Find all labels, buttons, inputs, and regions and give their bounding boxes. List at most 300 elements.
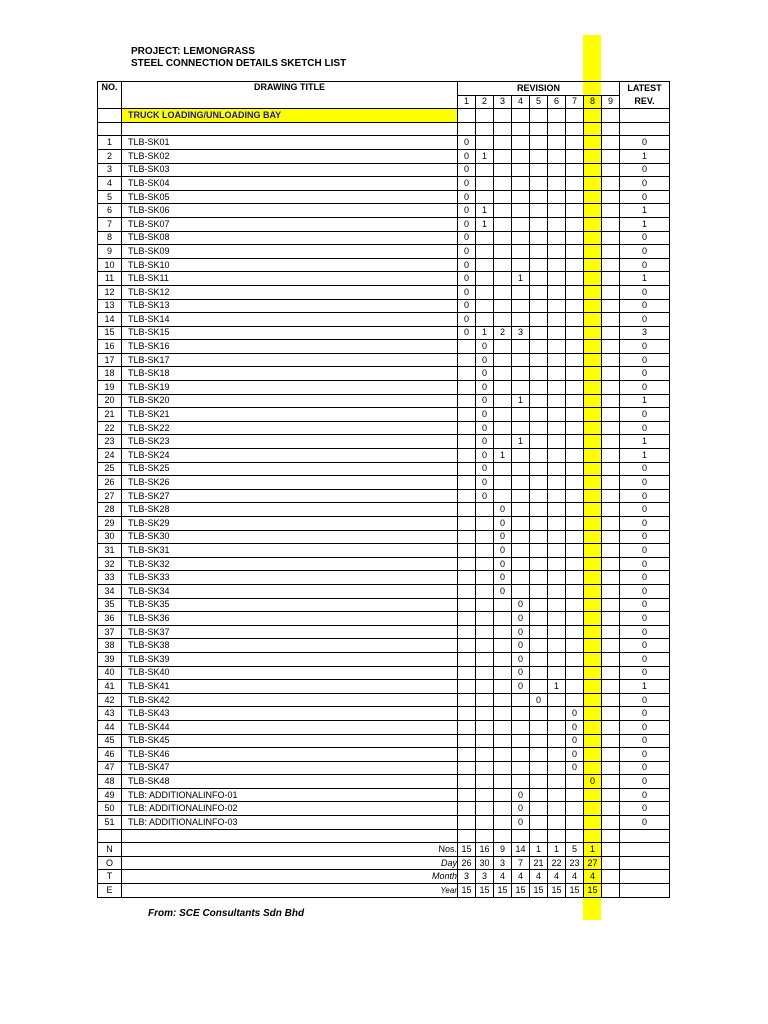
latest-revision: 0 — [620, 476, 670, 490]
revision-cell-4 — [512, 204, 530, 218]
revision-cell-1 — [458, 503, 476, 517]
revision-cell-8 — [584, 571, 602, 585]
revision-cell-4: 0 — [512, 816, 530, 830]
revision-cell-5 — [530, 340, 548, 354]
revision-cell-6 — [548, 272, 566, 286]
revision-cell-4 — [512, 177, 530, 191]
row-number: 4 — [98, 177, 122, 191]
revision-cell-9 — [602, 421, 620, 435]
revision-cell-2 — [476, 625, 494, 639]
drawing-title: TLB-SK05 — [122, 190, 458, 204]
row-number: 9 — [98, 245, 122, 259]
revision-cell-7 — [566, 245, 584, 259]
latest-revision: 0 — [620, 761, 670, 775]
revision-cell-8 — [584, 109, 602, 123]
drawing-title: TLB-SK33 — [122, 571, 458, 585]
revision-cell-4 — [512, 775, 530, 789]
revision-cell-3 — [494, 109, 512, 123]
revision-cell-7 — [566, 435, 584, 449]
revision-cell-7 — [566, 802, 584, 816]
table-row — [98, 489, 670, 503]
revision-cell-7 — [566, 313, 584, 327]
note-letter: O — [98, 856, 122, 870]
revision-cell-2 — [476, 544, 494, 558]
revision-cell-2: 16 — [476, 843, 494, 857]
revision-cell-7 — [566, 122, 584, 136]
table-row — [98, 788, 670, 802]
revision-cell-8 — [584, 517, 602, 531]
table-row — [98, 421, 670, 435]
drawing-title: TLB-SK24 — [122, 449, 458, 463]
revision-cell-1 — [458, 109, 476, 123]
latest-revision: 0 — [620, 707, 670, 721]
revision-cell-9 — [602, 462, 620, 476]
revision-cell-6 — [548, 285, 566, 299]
revision-cell-4 — [512, 367, 530, 381]
row-number: 31 — [98, 544, 122, 558]
revision-cell-6 — [548, 109, 566, 123]
revision-cell-6 — [548, 231, 566, 245]
revision-cell-2 — [476, 816, 494, 830]
revision-cell-8 — [584, 340, 602, 354]
revision-cell-7: 23 — [566, 856, 584, 870]
revision-cell-4 — [512, 544, 530, 558]
note-label: Day — [122, 856, 458, 870]
revision-cell-2 — [476, 802, 494, 816]
revision-cell-1 — [458, 421, 476, 435]
revision-cell-3 — [494, 639, 512, 653]
blank-no-cell — [98, 829, 122, 843]
revision-cell-6 — [548, 720, 566, 734]
row-number: 21 — [98, 408, 122, 422]
revision-cell-8 — [584, 476, 602, 490]
revision-cell-3: 0 — [494, 584, 512, 598]
revision-cell-2: 1 — [476, 204, 494, 218]
revision-cell-8 — [584, 680, 602, 694]
revision-cell-7 — [566, 666, 584, 680]
row-number: 1 — [98, 136, 122, 150]
revision-cell-1 — [458, 476, 476, 490]
revision-cell-1 — [458, 612, 476, 626]
revision-cell-7 — [566, 625, 584, 639]
revision-cell-9 — [602, 503, 620, 517]
revision-cell-7: 0 — [566, 761, 584, 775]
revision-cell-8 — [584, 584, 602, 598]
revision-cell-1 — [458, 557, 476, 571]
drawing-title: TLB-SK40 — [122, 666, 458, 680]
revision-cell-6 — [548, 313, 566, 327]
revision-cell-8 — [584, 313, 602, 327]
row-number: 6 — [98, 204, 122, 218]
revision-cell-3 — [494, 693, 512, 707]
revision-cell-7 — [566, 109, 584, 123]
revision-cell-8 — [584, 326, 602, 340]
drawing-title: TLB-SK36 — [122, 612, 458, 626]
revision-cell-2 — [476, 299, 494, 313]
drawing-title: TLB-SK02 — [122, 149, 458, 163]
row-number: 3 — [98, 163, 122, 177]
revision-cell-3 — [494, 272, 512, 286]
revision-cell-1 — [458, 353, 476, 367]
revision-cell-8 — [584, 788, 602, 802]
revision-cell-1 — [458, 761, 476, 775]
table-row — [98, 612, 670, 626]
revision-cell-9 — [602, 557, 620, 571]
table-row — [98, 476, 670, 490]
latest-revision: 0 — [620, 258, 670, 272]
latest-revision: 0 — [620, 802, 670, 816]
revision-cell-3 — [494, 761, 512, 775]
revision-cell-3 — [494, 748, 512, 762]
revision-cell-8 — [584, 272, 602, 286]
revision-cell-2 — [476, 245, 494, 259]
revision-cell-6 — [548, 489, 566, 503]
row-number: 44 — [98, 720, 122, 734]
revision-cell-5 — [530, 802, 548, 816]
revision-cell-2 — [476, 177, 494, 191]
revision-cell-6 — [548, 367, 566, 381]
drawing-title: TLB: ADDITIONALINFO-03 — [122, 816, 458, 830]
revision-cell-5 — [530, 720, 548, 734]
revision-cell-7 — [566, 639, 584, 653]
row-number: 38 — [98, 639, 122, 653]
revision-cell-6 — [548, 530, 566, 544]
revision-cell-3: 3 — [494, 856, 512, 870]
revision-cell-7 — [566, 217, 584, 231]
note-latest-cell — [620, 884, 670, 898]
revision-cell-8 — [584, 748, 602, 762]
table-row — [98, 231, 670, 245]
table-row — [98, 680, 670, 694]
revision-cell-7 — [566, 612, 584, 626]
row-number: 15 — [98, 326, 122, 340]
revision-cell-5 — [530, 258, 548, 272]
revision-cell-7 — [566, 367, 584, 381]
row-number: 41 — [98, 680, 122, 694]
revision-cell-4: 0 — [512, 788, 530, 802]
drawing-title: TLB-SK32 — [122, 557, 458, 571]
latest-revision: 1 — [620, 217, 670, 231]
table-row — [98, 177, 670, 191]
revision-cell-8 — [584, 666, 602, 680]
table-row — [98, 761, 670, 775]
latest-revision: 0 — [620, 666, 670, 680]
note-row — [98, 884, 670, 898]
drawing-title: TLB-SK39 — [122, 652, 458, 666]
revision-cell-9 — [602, 272, 620, 286]
revision-cell-2: 0 — [476, 408, 494, 422]
revision-cell-1: 0 — [458, 217, 476, 231]
latest-revision: 0 — [620, 652, 670, 666]
revision-cell-3 — [494, 285, 512, 299]
revision-cell-3 — [494, 217, 512, 231]
revision-cell-2: 0 — [476, 421, 494, 435]
revision-cell-4 — [512, 421, 530, 435]
revision-cell-6 — [548, 693, 566, 707]
revision-number-2: 2 — [476, 95, 494, 109]
drawing-title: TLB-SK09 — [122, 245, 458, 259]
revision-cell-9 — [602, 612, 620, 626]
revision-cell-5 — [530, 557, 548, 571]
section-no-cell — [98, 109, 122, 123]
table-row — [98, 584, 670, 598]
latest-revision: 0 — [620, 788, 670, 802]
table-row — [98, 299, 670, 313]
row-number: 48 — [98, 775, 122, 789]
revision-cell-9 — [602, 353, 620, 367]
revision-cell-4 — [512, 122, 530, 136]
revision-cell-7: 0 — [566, 707, 584, 721]
revision-cell-5: 21 — [530, 856, 548, 870]
revision-cell-8: 0 — [584, 775, 602, 789]
latest-revision: 0 — [620, 381, 670, 395]
row-number: 25 — [98, 462, 122, 476]
revision-cell-2 — [476, 109, 494, 123]
drawing-title: TLB-SK08 — [122, 231, 458, 245]
revision-cell-6 — [548, 584, 566, 598]
blank-latest-cell — [620, 122, 670, 136]
revision-cell-4 — [512, 476, 530, 490]
revision-cell-6 — [548, 122, 566, 136]
revision-cell-5 — [530, 231, 548, 245]
revision-cell-4 — [512, 258, 530, 272]
revision-cell-4: 0 — [512, 666, 530, 680]
drawing-title: TLB-SK01 — [122, 136, 458, 150]
table-row — [98, 435, 670, 449]
revision-cell-8 — [584, 761, 602, 775]
revision-cell-4: 0 — [512, 802, 530, 816]
revision-cell-4 — [512, 340, 530, 354]
revision-cell-3 — [494, 734, 512, 748]
latest-revision: 0 — [620, 530, 670, 544]
revision-cell-5 — [530, 503, 548, 517]
latest-revision: 0 — [620, 163, 670, 177]
revision-cell-3 — [494, 421, 512, 435]
revision-cell-2 — [476, 530, 494, 544]
revision-cell-8 — [584, 190, 602, 204]
table-row — [98, 367, 670, 381]
note-label: Year — [122, 884, 458, 898]
revision-cell-2 — [476, 557, 494, 571]
header-row-1 — [98, 82, 670, 96]
revision-cell-5 — [530, 625, 548, 639]
revision-cell-1 — [458, 693, 476, 707]
revision-cell-7 — [566, 421, 584, 435]
revision-cell-6 — [548, 258, 566, 272]
revision-cell-8 — [584, 489, 602, 503]
revision-cell-9 — [602, 870, 620, 884]
revision-cell-6 — [548, 598, 566, 612]
drawing-title: TLB-SK30 — [122, 530, 458, 544]
latest-revision: 0 — [620, 299, 670, 313]
revision-cell-6 — [548, 149, 566, 163]
revision-cell-5 — [530, 707, 548, 721]
revision-cell-4 — [512, 408, 530, 422]
revision-cell-7 — [566, 258, 584, 272]
revision-cell-9 — [602, 394, 620, 408]
blank-title-cell — [122, 122, 458, 136]
note-latest-cell — [620, 870, 670, 884]
revision-cell-8: 15 — [584, 884, 602, 898]
revision-cell-3 — [494, 625, 512, 639]
row-number: 27 — [98, 489, 122, 503]
revision-cell-4 — [512, 557, 530, 571]
revision-cell-5 — [530, 612, 548, 626]
project-title: PROJECT: LEMONGRASS — [131, 46, 255, 57]
revision-cell-8 — [584, 625, 602, 639]
row-number: 16 — [98, 340, 122, 354]
revision-cell-9 — [602, 177, 620, 191]
revision-cell-5 — [530, 353, 548, 367]
revision-cell-1 — [458, 435, 476, 449]
latest-revision: 0 — [620, 245, 670, 259]
revision-cell-5 — [530, 462, 548, 476]
revision-cell-6 — [548, 829, 566, 843]
table-row — [98, 340, 670, 354]
row-number: 17 — [98, 353, 122, 367]
revision-cell-3 — [494, 122, 512, 136]
revision-cell-2: 0 — [476, 435, 494, 449]
revision-cell-6 — [548, 544, 566, 558]
latest-revision: 0 — [620, 489, 670, 503]
latest-revision: 0 — [620, 734, 670, 748]
revision-cell-5 — [530, 788, 548, 802]
table-row — [98, 816, 670, 830]
revision-cell-7 — [566, 149, 584, 163]
row-number: 40 — [98, 666, 122, 680]
revision-cell-1 — [458, 652, 476, 666]
revision-cell-9 — [602, 748, 620, 762]
latest-header: LATEST — [620, 82, 670, 96]
revision-cell-3 — [494, 258, 512, 272]
revision-cell-3 — [494, 788, 512, 802]
drawing-title: TLB-SK16 — [122, 340, 458, 354]
revision-cell-6 — [548, 557, 566, 571]
table-row — [98, 625, 670, 639]
revision-cell-5 — [530, 299, 548, 313]
spacer-row-bottom — [98, 829, 670, 843]
revision-cell-4 — [512, 299, 530, 313]
revision-cell-2 — [476, 707, 494, 721]
drawing-title: TLB-SK15 — [122, 326, 458, 340]
revision-cell-1: 0 — [458, 231, 476, 245]
revision-cell-6: 15 — [548, 884, 566, 898]
revision-cell-8 — [584, 394, 602, 408]
revision-cell-1 — [458, 571, 476, 585]
revision-cell-5 — [530, 177, 548, 191]
latest-revision: 1 — [620, 449, 670, 463]
revision-cell-9 — [602, 666, 620, 680]
spacer-row-top — [98, 122, 670, 136]
revision-cell-8 — [584, 381, 602, 395]
revision-cell-1 — [458, 408, 476, 422]
revision-cell-7: 4 — [566, 870, 584, 884]
revision-cell-4 — [512, 313, 530, 327]
revision-cell-3: 0 — [494, 571, 512, 585]
revision-cell-4 — [512, 353, 530, 367]
table-row — [98, 666, 670, 680]
drawing-title: TLB-SK03 — [122, 163, 458, 177]
revision-cell-7 — [566, 340, 584, 354]
revision-cell-2 — [476, 285, 494, 299]
revision-cell-2 — [476, 666, 494, 680]
revision-cell-1 — [458, 462, 476, 476]
revision-cell-1 — [458, 544, 476, 558]
revision-cell-1 — [458, 775, 476, 789]
row-number: 43 — [98, 707, 122, 721]
revision-cell-5 — [530, 435, 548, 449]
latest-revision: 0 — [620, 571, 670, 585]
table-row — [98, 326, 670, 340]
row-number: 42 — [98, 693, 122, 707]
revision-cell-4 — [512, 285, 530, 299]
latest-revision: 0 — [620, 408, 670, 422]
revision-cell-7: 0 — [566, 720, 584, 734]
latest-revision: 0 — [620, 544, 670, 558]
latest-revision: 0 — [620, 584, 670, 598]
revision-cell-3 — [494, 381, 512, 395]
revision-cell-3 — [494, 394, 512, 408]
revision-cell-4 — [512, 231, 530, 245]
revision-number-3: 3 — [494, 95, 512, 109]
latest-revision: 0 — [620, 136, 670, 150]
revision-cell-8 — [584, 435, 602, 449]
revision-cell-7 — [566, 693, 584, 707]
revision-cell-2: 1 — [476, 217, 494, 231]
revision-cell-3: 15 — [494, 884, 512, 898]
revision-cell-5 — [530, 571, 548, 585]
revision-cell-3: 4 — [494, 870, 512, 884]
revision-cell-8 — [584, 421, 602, 435]
table-row — [98, 720, 670, 734]
revision-cell-4: 0 — [512, 612, 530, 626]
revision-cell-4 — [512, 109, 530, 123]
row-number: 35 — [98, 598, 122, 612]
revision-cell-3: 1 — [494, 449, 512, 463]
drawing-title: TLB-SK48 — [122, 775, 458, 789]
revision-cell-1 — [458, 625, 476, 639]
row-number: 7 — [98, 217, 122, 231]
revision-cell-4 — [512, 217, 530, 231]
revision-number-8: 8 — [584, 95, 602, 109]
revision-cell-2: 0 — [476, 381, 494, 395]
revision-cell-9 — [602, 285, 620, 299]
revision-cell-5: 0 — [530, 693, 548, 707]
latest-revision: 0 — [620, 748, 670, 762]
revision-cell-2: 0 — [476, 462, 494, 476]
revision-cell-1: 0 — [458, 326, 476, 340]
revision-cell-8 — [584, 449, 602, 463]
table-row — [98, 217, 670, 231]
revision-cell-4 — [512, 489, 530, 503]
revision-cell-6 — [548, 136, 566, 150]
revision-cell-1 — [458, 829, 476, 843]
revision-cell-6 — [548, 625, 566, 639]
revision-cell-9 — [602, 136, 620, 150]
row-number: 23 — [98, 435, 122, 449]
revision-cell-4: 0 — [512, 680, 530, 694]
revision-cell-5 — [530, 285, 548, 299]
revision-cell-6 — [548, 612, 566, 626]
revision-cell-5: 15 — [530, 884, 548, 898]
table-row — [98, 639, 670, 653]
revision-cell-9 — [602, 245, 620, 259]
row-number: 11 — [98, 272, 122, 286]
latest-revision: 0 — [620, 340, 670, 354]
revision-cell-6 — [548, 734, 566, 748]
drawing-title: TLB-SK04 — [122, 177, 458, 191]
revision-cell-5 — [530, 163, 548, 177]
